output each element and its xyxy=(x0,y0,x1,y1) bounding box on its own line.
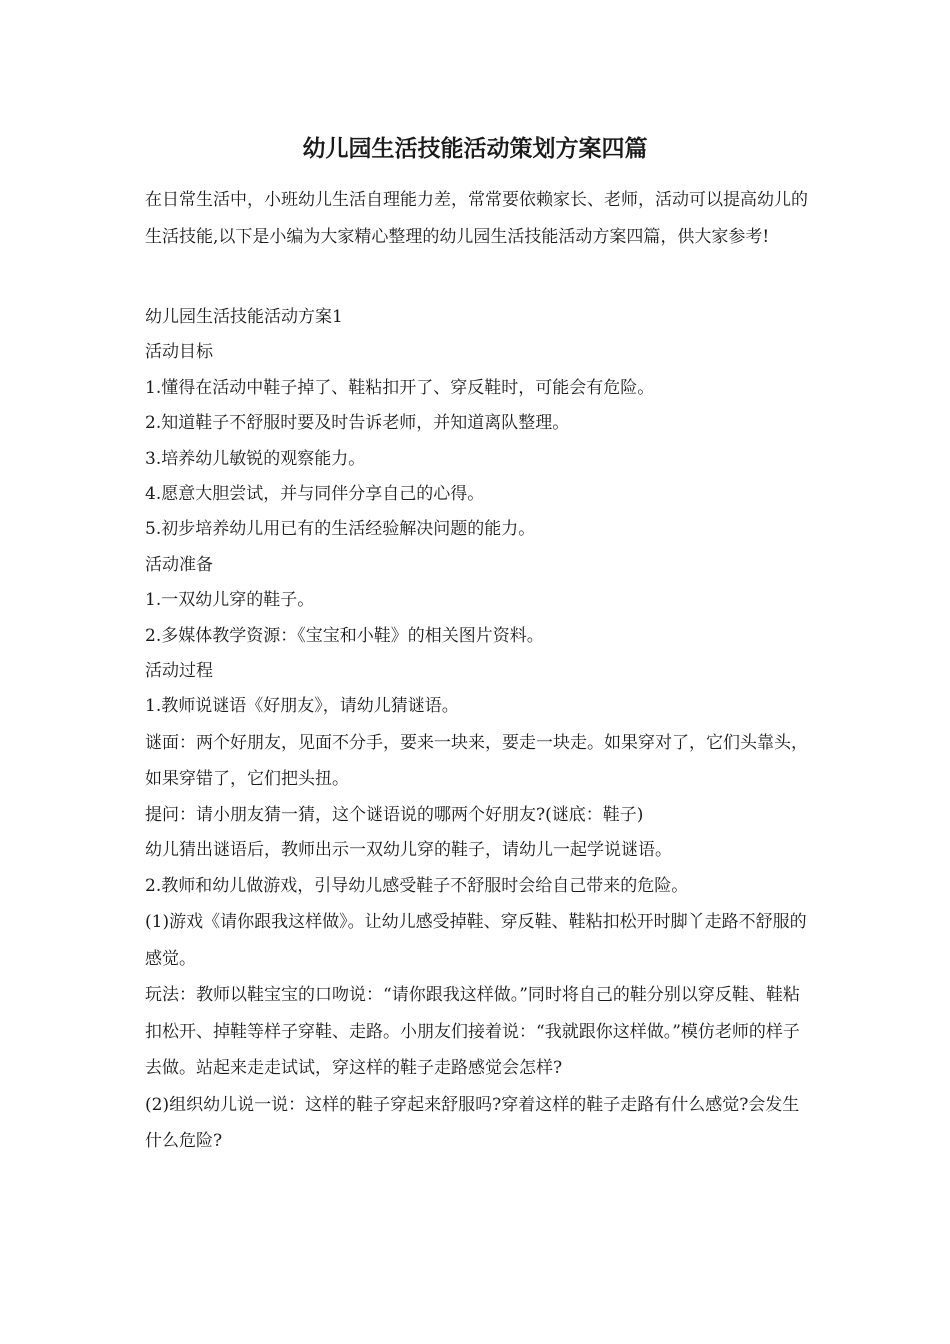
process-item: 2.教师和幼儿做游戏，引导幼儿感受鞋子不舒服时会给自己带来的危险。 xyxy=(145,875,689,896)
process-paragraph: 玩法：教师以鞋宝宝的口吻说：“请你跟我这样做。”同时将自己的鞋分别以穿反鞋、鞋粘扣松开、掉鞋等样子穿鞋、走路。小朋友们接着说：“我就跟你这样做。”模仿老师的样子去做。站起来走走试试，穿这样的鞋子走路感觉会怎样? xyxy=(145,985,800,1079)
goal-item: 4.愿意大胆尝试，并与同伴分享自己的心得。 xyxy=(145,484,485,505)
goal-item: 1.懂得在活动中鞋子掉了、鞋粘扣开了、穿反鞋时，可能会有危险。 xyxy=(145,377,655,398)
document-body xyxy=(145,182,810,1160)
goal-item: 2.知道鞋子不舒服时要及时告诉老师，并知道离队整理。 xyxy=(145,413,570,434)
prep-heading: 活动准备 xyxy=(145,554,213,575)
process-item: 提问：请小朋友猜一猜，这个谜语说的哪两个好朋友?(谜底：鞋子) xyxy=(145,804,644,825)
process-item: 1.教师说谜语《好朋友》，请幼儿猜谜语。 xyxy=(145,696,459,717)
process-paragraph: 谜面：两个好朋友，见面不分手，要来一块来，要走一块走。如果穿对了，它们头靠头，如果穿错了，它们把头扭。 xyxy=(145,732,808,790)
process-heading: 活动过程 xyxy=(145,661,213,682)
process-item: 幼儿猜出谜语后，教师出示一双幼儿穿的鞋子，请幼儿一起学说谜语。 xyxy=(145,840,672,861)
paragraph-spacer xyxy=(145,255,810,300)
goal-item: 5.初步培养幼儿用已有的生活经验解决问题的能力。 xyxy=(145,519,536,540)
goal-item: 3.培养幼儿敏锐的观察能力。 xyxy=(145,448,366,469)
section-title: 幼儿园生活技能活动方案1 xyxy=(145,307,343,327)
intro-paragraph: 在日常生活中，小班幼儿生活自理能力差，常常要依赖家长、老师，活动可以提高幼儿的生活技能,以下是小编为大家精心整理的幼儿园生活技能活动方案四篇，供大家参考! xyxy=(145,190,808,247)
prep-item: 2.多媒体教学资源：《宝宝和小鞋》的相关图片资料。 xyxy=(145,625,544,646)
document-title: 幼儿园生活技能活动策划方案四篇 xyxy=(302,135,648,162)
prep-item: 1.一双幼儿穿的鞋子。 xyxy=(145,590,315,611)
process-paragraph: (2)组织幼儿说一说：这样的鞋子穿起来舒服吗?穿着这样的鞋子走路有什么感觉?会发生什么危险? xyxy=(145,1094,800,1152)
process-paragraph: (1)游戏《请你跟我这样做》。让幼儿感受掉鞋、穿反鞋、鞋粘扣松开时脚丫走路不舒服的感觉。 xyxy=(145,912,807,969)
goals-heading: 活动目标 xyxy=(145,342,213,363)
